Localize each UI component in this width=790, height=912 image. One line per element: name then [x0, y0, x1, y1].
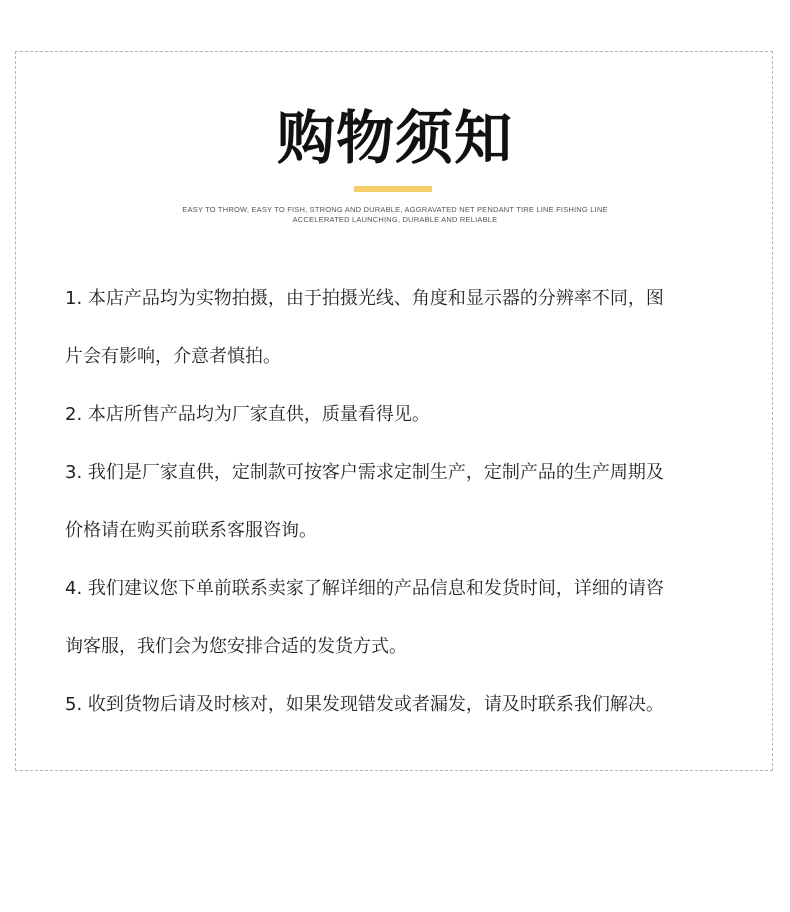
notice-list: [65, 270, 733, 734]
subtitle-line-1: EASY TO THROW, EASY TO FISH, STRONG AND DURABLE, AGGRAVATED NET PENDANT TIRE LINE FISHING LINE: [182, 205, 608, 214]
notice-line-7: 询客服，我们会为您安排合适的发货方式。: [65, 636, 407, 657]
page-title: 购物须知: [276, 104, 513, 172]
notice-line-3: 2. 本店所售产品均为厂家直供，质量看得见。: [65, 404, 430, 425]
notice-line-8: 5. 收到货物后请及时核对，如果发现错发或者漏发，请及时联系我们解决。: [65, 694, 664, 715]
notice-line-5: 价格请在购买前联系客服咨询。: [65, 520, 317, 541]
notice-line-6: 4. 我们建议您下单前联系卖家了解详细的产品信息和发货时间，详细的请咨: [65, 578, 664, 599]
notice-line-4: 3. 我们是厂家直供，定制款可按客户需求定制生产，定制产品的生产周期及: [65, 462, 664, 483]
notice-line-1: 1. 本店产品均为实物拍摄，由于拍摄光线、角度和显示器的分辨率不同，图: [65, 288, 664, 309]
notice-line-2: 片会有影响，介意者慎拍。: [65, 346, 281, 367]
subtitle-line-2: ACCELERATED LAUNCHING, DURABLE AND RELIABLE: [292, 215, 498, 224]
page-subtitle: [0, 205, 790, 225]
title-underline: [354, 186, 432, 192]
